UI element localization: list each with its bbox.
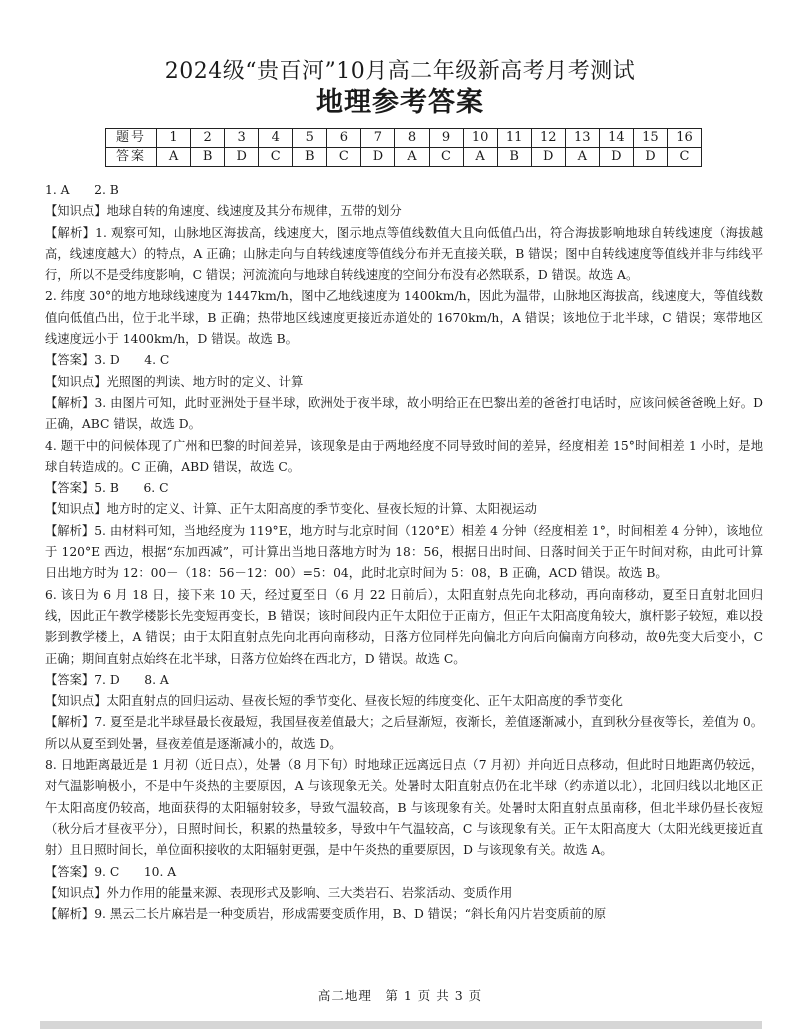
answer-cell: B bbox=[293, 148, 327, 167]
answer-label: 答案 bbox=[106, 148, 157, 167]
question-number-cell: 7 bbox=[361, 129, 395, 148]
answer-cell: A bbox=[565, 148, 599, 167]
explanation-paragraph: 【知识点】地方时的定义、计算、正午太阳高度的季节变化、昼夜长短的计算、太阳视运动 bbox=[45, 502, 537, 517]
explanation-paragraph: 【解析】1. 观察可知，山脉地区海拔高，线速度大，图示地点等值线数值大且向低值凸出，符合海拔影响地球自转线速度（海拔越高，线速度越大）的特点，A 正确；山脉走向与自转线速度等值线分布并无直接关联，B 错误；图中自转线速度等值线并非与纬线平行，所以不是受纬度影响，C 错误；河流流向与地球自转线速度的空间分布没有必然联系，D 错误。故选 A。 bbox=[45, 225, 763, 283]
answer-cell: C bbox=[429, 148, 463, 167]
explanation-paragraph: 【答案】7. D 8. A bbox=[45, 672, 169, 687]
question-number-cell: 3 bbox=[225, 129, 259, 148]
answer-cell: D bbox=[531, 148, 565, 167]
question-number-cell: 1 bbox=[157, 129, 191, 148]
answer-cell: D bbox=[225, 148, 259, 167]
question-number-row bbox=[106, 129, 702, 148]
question-number-cell: 15 bbox=[633, 129, 667, 148]
exam-title: 2024级“贵百河”10月高二年级新高考月考测试 bbox=[164, 59, 636, 84]
explanation-paragraph: 6. 该日为 6 月 18 日，接下来 10 天，经过夏至日（6 月 22 日前后），太阳直射点先向北移动，再向南移动，夏至日直射北回归线，因此正午教学楼影长先变短再变长，B 错误；该时间段内正午太阳位于正南方，但正午太阳高度角较大，旗杆影子较短，难以投影到教学楼上，A 错误；由于太阳直射点先向北再向南移动，日落方位同样先向偏北方向后向偏南方向移动，故θ先变大后变小，C 正确；期间直射点始终在北半球，日落方位始终在西北方，D 错误。故选 C。 bbox=[45, 587, 763, 666]
explanation-paragraph: 【知识点】太阳直射点的回归运动、昼夜长短的季节变化、昼夜长短的纬度变化、正午太阳高度的季节变化 bbox=[45, 694, 623, 709]
explanation-paragraph: 1. A 2. B bbox=[45, 183, 119, 197]
answer-cell: A bbox=[157, 148, 191, 167]
question-number-cell: 8 bbox=[395, 129, 429, 148]
explanation-paragraph: 【知识点】地球自转的角速度、线速度及其分布规律，五带的划分 bbox=[45, 204, 402, 219]
explanation-paragraph: 【解析】5. 由材料可知，当地经度为 119°E，地方时与北京时间（120°E）相差 4 分钟（经度相差 1°，时间相差 4 分钟），该地位于 120°E 西边，根据“东加西减”，可计算出当地日落地方时为 18：56，根据日出时间、日落时间关于正午时间对称，由此可计算日出地方时为 12：00－（18：56－12：00）=5：04，此时北京时间为 5：08，B 正确，ACD 错误。故选 B。 bbox=[45, 523, 763, 581]
question-number-label: 题号 bbox=[106, 129, 157, 148]
question-number-cell: 12 bbox=[531, 129, 565, 148]
question-number-cell: 14 bbox=[599, 129, 633, 148]
answer-cell: C bbox=[259, 148, 293, 167]
explanation-paragraph: 【知识点】外力作用的能量来源、表现形式及影响、三大类岩石、岩浆活动、变质作用 bbox=[45, 885, 513, 900]
explanation-body bbox=[45, 180, 763, 925]
answer-cell: A bbox=[395, 148, 429, 167]
scan-bottom-bar bbox=[40, 1021, 762, 1029]
question-number-cell: 10 bbox=[463, 129, 497, 148]
question-number-cell: 6 bbox=[327, 129, 361, 148]
explanation-paragraph: 【答案】9. C 10. A bbox=[45, 864, 177, 879]
answer-row bbox=[106, 148, 702, 167]
answer-cell: B bbox=[497, 148, 531, 167]
answer-cell: D bbox=[599, 148, 633, 167]
question-number-cell: 2 bbox=[191, 129, 225, 148]
answer-table bbox=[105, 128, 702, 167]
question-number-cell: 11 bbox=[497, 129, 531, 148]
explanation-paragraph: 【答案】5. B 6. C bbox=[45, 481, 169, 496]
question-number-cell: 13 bbox=[565, 129, 599, 148]
answer-cell: A bbox=[463, 148, 497, 167]
explanation-paragraph: 2. 纬度 30°的地方地球线速度为 1447km/h，图中乙地线速度为 1400km/h，因此为温带，山脉地区海拔高，线速度大，等值线数值向低值凸出，位于北半球，B 正确；热带地区线速度更接近赤道处的 1670km/h，A 错误；该地位于北半球，C 错误；寒带地区线速度远小于 1400km/h，D 错误。故选 B。 bbox=[45, 289, 763, 347]
explanation-paragraph: 8. 日地距离最近是 1 月初（近日点），处暑（8 月下旬）时地球正远离远日点（7 月初）并向近日点移动，但此时日地距离仍较远，对气温影响极小，不是中午炎热的主要原因，A 与该现象无关。处暑时太阳直射点仍在北半球（约赤道以北），北回归线以北地区正午太阳高度仍较高，地面获得的太阳辐射较多，导致气温较高，B 与该现象有关。处暑时太阳直射点虽南移，但北半球仍昼长夜短（秋分后才昼夜平分），日照时间长，积累的热量较多，导致中午气温较高，C 与该现象有关。正午太阳高度大（太阳光线更接近直射）且日照时间长，单位面积接收的太阳辐射更强，是中午炎热的重要原因，D 与该现象有关。故选 A。 bbox=[45, 758, 763, 858]
answer-cell: C bbox=[667, 148, 701, 167]
answer-cell: B bbox=[191, 148, 225, 167]
explanation-paragraph: 【知识点】光照图的判读、地方时的定义、计算 bbox=[45, 374, 304, 389]
answer-cell: D bbox=[633, 148, 667, 167]
explanation-paragraph: 4. 题干中的问候体现了广州和巴黎的时间差异，该现象是由于两地经度不同导致时间的差异，经度相差 15°时间相差 1 小时，是地球自转造成的。C 正确，ABD 错误，故选 C。 bbox=[45, 438, 763, 474]
answer-cell: C bbox=[327, 148, 361, 167]
explanation-paragraph: 【解析】7. 夏至是北半球昼最长夜最短，我国昼夜差值最大；之后昼渐短，夜渐长，差值逐渐减小，直到秋分昼夜等长，差值为 0。所以从夏至到处暑，昼夜差值是逐渐减小的，故选 D。 bbox=[45, 715, 763, 751]
answer-cell: D bbox=[361, 148, 395, 167]
explanation-paragraph: 【解析】9. 黑云二长片麻岩是一种变质岩，形成需要变质作用，B、D 错误；“斜长角闪片岩变质前的原 bbox=[45, 907, 607, 922]
answer-key-heading: 地理参考答案 bbox=[316, 87, 484, 118]
question-number-cell: 5 bbox=[293, 129, 327, 148]
explanation-paragraph: 【解析】3. 由图片可知，此时亚洲处于昼半球，欧洲处于夜半球，故小明给正在巴黎出差的爸爸打电话时，应该问候爸爸晚上好。D 正确，ABC 错误，故选 D。 bbox=[45, 395, 763, 432]
question-number-cell: 4 bbox=[259, 129, 293, 148]
explanation-paragraph: 【答案】3. D 4. C bbox=[45, 353, 170, 368]
page-footer: 高二地理 第 1 页 共 3 页 bbox=[317, 988, 483, 1003]
question-number-cell: 9 bbox=[429, 129, 463, 148]
question-number-cell: 16 bbox=[667, 129, 701, 148]
